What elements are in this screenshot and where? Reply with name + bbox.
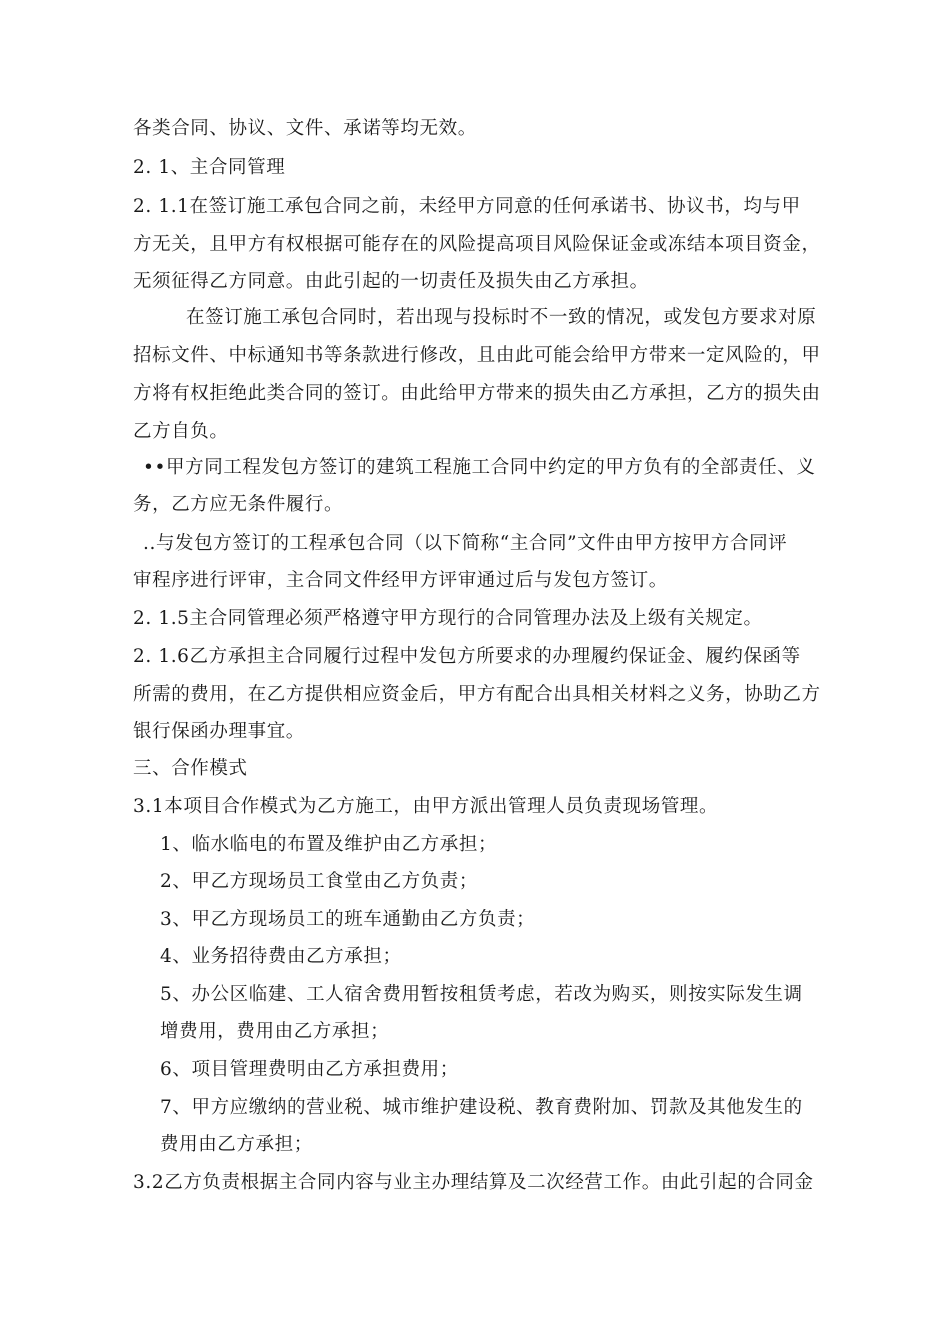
list-item: 6、项目管理费明由乙方承担费用； [160, 1059, 459, 1080]
text-line: 务，乙方应无条件履行。 [133, 494, 344, 515]
list-item: 费用由乙方承担； [160, 1134, 313, 1155]
list-item: 5、办公区临建、工人宿舍费用暂按租赁考虑，若改为购买，则按实际发生调 [160, 984, 803, 1005]
text-line: 方无关，且甲方有权根据可能存在的风险提高项目风险保证金或冻结本项目资金， [133, 234, 821, 255]
text-line: 招标文件、中标通知书等条款进行修改，且由此可能会给甲方带来一定风险的，甲 [133, 345, 821, 366]
list-item: 7、甲方应缴纳的营业税、城市维护建设税、教育费附加、罚款及其他发生的 [160, 1097, 803, 1118]
text-line: 无须征得乙方同意。由此引起的一切责任及损失由乙方承担。 [133, 271, 649, 292]
text-line: 3.1本项目合作模式为乙方施工，由甲方派出管理人员负责现场管理。 [133, 796, 719, 817]
section-heading: 2. 1、主合同管理 [133, 157, 286, 178]
text-line: 方将有权拒绝此类合同的签订。由此给甲方带来的损失由乙方承担，乙方的损失由 [133, 383, 821, 404]
text-line: 乙方自负。 [133, 421, 229, 442]
text-line: 各类合同、协议、文件、承诺等均无效。 [133, 118, 477, 139]
list-item: 4、业务招待费由乙方承担； [160, 946, 402, 967]
section-heading: 三、合作模式 [133, 758, 248, 779]
list-item: 1、临水临电的布置及维护由乙方承担； [160, 834, 498, 855]
text-line: 审程序进行评审，主合同文件经甲方评审通过后与发包方签订。 [133, 570, 668, 591]
text-line: 在签订施工承包合同时，若出现与投标时不一致的情况，或发包方要求对原 [186, 307, 817, 328]
text-line: 银行保函办理事宜。 [133, 721, 305, 742]
list-item: 增费用，费用由乙方承担； [160, 1021, 390, 1042]
text-line: 3.2乙方负责根据主合同内容与业主办理结算及二次经营工作。由此引起的合同金 [133, 1172, 814, 1193]
text-line: 2. 1.1在签订施工承包合同之前，未经甲方同意的任何承诺书、协议书，均与甲 [133, 196, 801, 217]
text-line: ••甲方同工程发包方签订的建筑工程施工合同中约定的甲方负有的全部责任、义 [143, 457, 816, 478]
text-line: 所需的费用，在乙方提供相应资金后，甲方有配合出具相关材料之义务，协助乙方 [133, 684, 821, 705]
text-line: ..与发包方签订的工程承包合同（以下简称“主合同”文件由甲方按甲方合同评 [143, 533, 788, 554]
list-item: 2、甲乙方现场员工食堂由乙方负责； [160, 871, 478, 892]
text-line: 2. 1.5主合同管理必须严格遵守甲方现行的合同管理办法及上级有关规定。 [133, 608, 763, 629]
list-item: 3、甲乙方现场员工的班车通勤由乙方负责； [160, 909, 536, 930]
text-line: 2. 1.6乙方承担主合同履行过程中发包方所要求的办理履约保证金、履约保函等 [133, 646, 801, 667]
